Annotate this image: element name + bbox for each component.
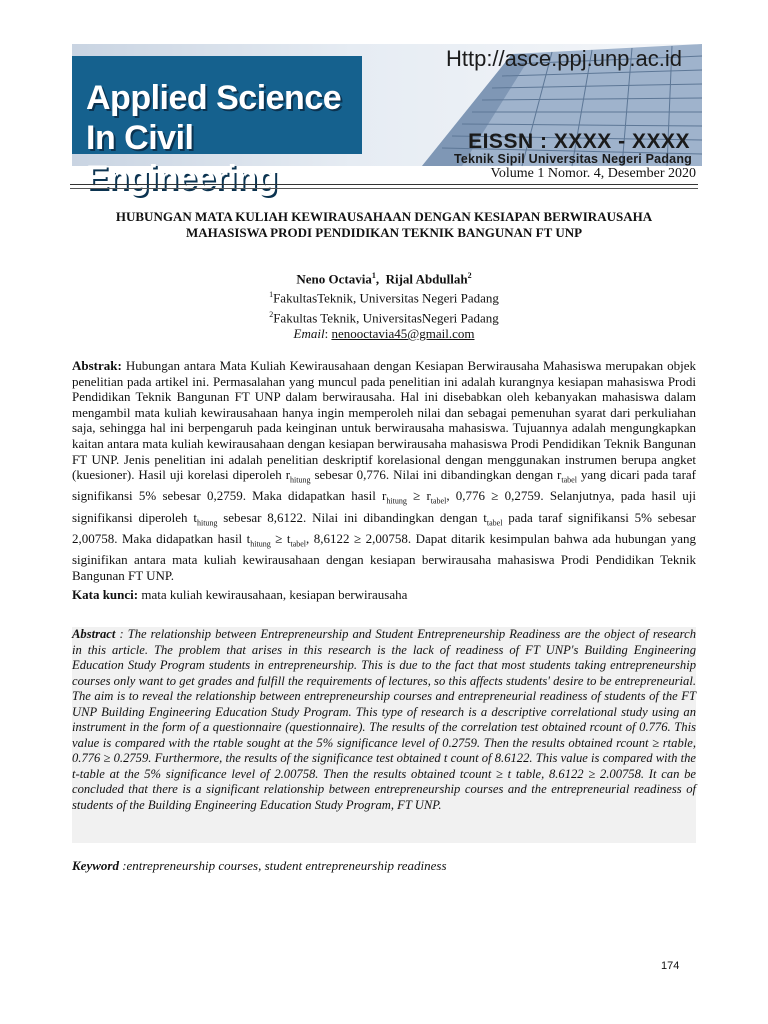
eissn: EISSN : XXXX - XXXX xyxy=(468,130,690,153)
keywords-en: Keyword :entrepreneurship courses, student entrepreneurship readiness xyxy=(72,858,447,873)
page-number: 174 xyxy=(661,960,680,972)
kata-kunci: Kata kunci: mata kuliah kewirausahaan, kesiapan berwirausaha xyxy=(72,587,408,602)
abstract-label: Abstract xyxy=(72,627,116,641)
journal-title-line1: Applied Science xyxy=(86,79,342,117)
email-line: Email: nenooctavia45@gmail.com xyxy=(293,325,475,341)
header-rule xyxy=(70,184,698,185)
abstrak-id: Abstrak: Hubungan antara Mata Kuliah Kewirausahaan dengan Kesiapan Berwirausaha Mahasiswa merupakan objek penelitian pada artikel ini. Permasalahan yang muncul pada penelitian ini adalah kurangnya kesiapan mahasiswa Prodi Pendidikan Teknik Bangunan FT UNP dalam berwirausaha. Hal ini disebabkan oleh kebanyakan mahasiswa dalam mengambil mata kuliah kewirausahaan hanya ingin memperoleh nilai dan sebagai pemenuhan syarat dari perkuliahan saja, sehingga hal ini berpengaruh pada keinginan untuk berwirausaha mahasiswa. Tujuannya adalah mengungkapkan kaitan antara mata kuliah kewirausahaan dengan kesiapan berwirausaha mahasiswa Prodi Pendidikan Teknik Bangunan FT UNP. Jenis penelitian ini adalah penelitian deskriptif korelasional dengan menggunakan instrumen berupa angket (kuesioner). Hasil uji korelasi diperoleh $r_{hitung}$ sebesar 0,776. Nilai ini dibandingkan dengan $r_{tabel}$ yang dicari pada taraf signifikansi 5% sebesar 0,2759. Maka didapatkan hasil $r_{hitung} \ge r_{tabel}$, 0,776 ≥ 0,2759. Selanjutnya, pada hasil uji signifikansi diperoleh $t_{hitung}$ sebesar 8,6122. Nilai ini dibandingkan dengan $t_{tabel}$ pada taraf signifikansi 5% sebesar 2,00758. Maka didapatkan hasil $t_{hitung} \ge t_{tabel}$, 8,6122 ≥ 2,00758. Dapat ditarik kesimpulan bahwa ada hubungan yang siginifikan antara mata kuliah kewirausahaan dengan kesiapan berwirausaha mahasiswa Prodi Pendidikan Teknik Bangunan FT UNP. xyxy=(72,358,697,583)
abstract-en: Abstract : The relationship between Entrepreneurship and Student Entrepreneurship Readiness are the object of research in this article. The problem that arises in this research is the lack of readiness of FT UNP's Building Engineering Education Study Program students in entrepreneurship. This is due to the fact that most students taking entrepreneurship courses only want to get grades and fulfill the requirements of lectures, so this affects students' desire to be entrepreneurial. The aim is to reveal the relationship between entrepreneurship courses and entrepreneurial readiness of students of the FT UNP Building Engineering Education Study Program. This type of research is a descriptive correlational study using an instrument in the form of a questionnaire (questionnaire). The results of the correlation test obtained rcount of 0.776. This value is compared with the rtable sought at the 5% significance level of 0.2759. Then the results obtained rcount ≥ rtable, 0.776 ≥ 0.2759. Furthermore, the results of the significance test obtained t count of 8.6122. This value is compared with the t-table at the 5% significance level of 2.00758. Then the results obtained tcount ≥ t table, 8.6122 ≥ 2.00758. It can be concluded that there is a significant relationship between entrepreneurship courses and the entrepreneurial readiness of students of the Building Engineering Education Study Program, FT UNP. xyxy=(72,627,696,843)
email-link[interactable]: nenooctavia45@gmail.com xyxy=(331,325,475,341)
journal-title-block xyxy=(72,56,362,197)
journal-title-line2: In Civil Engineering xyxy=(86,119,277,197)
author-names: Neno Octavia$^1$, Rijal Abdullah$^2$ xyxy=(296,271,472,287)
journal-url[interactable]: Http://asce.ppj.unp.ac.id xyxy=(445,46,682,71)
abstrak-label: Abstrak: xyxy=(72,358,122,373)
affiliation-2: $^2$Fakultas Teknik, UniversitasNegeri Padang xyxy=(269,309,499,325)
author-block xyxy=(72,268,696,342)
volume-info: Volume 1 Nomor. 4, Desember 2020 xyxy=(490,166,696,181)
paper-title: HUBUNGAN MATA KULIAH KEWIRAUSAHAAN DENGAN KESIAPAN BERWIRAUSAHA MAHASISWA PRODI PENDIDIKAN TEKNIK BANGUNAN FT UNP xyxy=(115,209,653,240)
affiliation-1: $^1$FakultasTeknik, Universitas Negeri Padang xyxy=(269,290,499,306)
university-name: Teknik Sipil Universitas Negeri Padang xyxy=(453,152,692,166)
header-rule-thin xyxy=(70,188,698,189)
